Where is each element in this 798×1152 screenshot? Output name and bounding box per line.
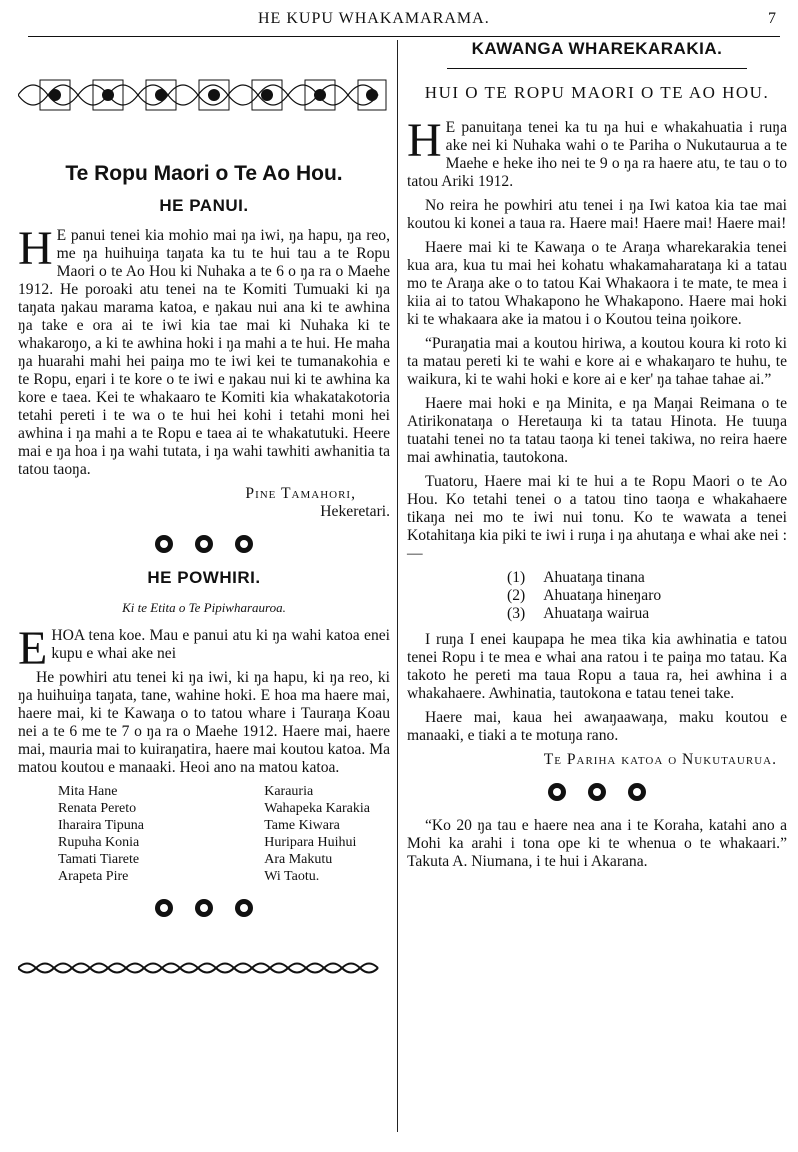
right-column xyxy=(407,40,787,877)
signatories-col-1 xyxy=(58,783,144,885)
section-heading-powhiri: HE POWHIRI. xyxy=(147,568,261,587)
bottom-border-ornament xyxy=(18,959,390,977)
section-heading-hui: HUI O TE ROPU MAORI O TE AO HOU. xyxy=(424,83,770,102)
decorative-border-ornament xyxy=(18,70,390,120)
left-column xyxy=(18,40,390,982)
page-header xyxy=(28,6,780,32)
column-divider xyxy=(397,40,398,1132)
drop-cap: H xyxy=(407,114,442,167)
section-heading-kawanga: KAWANGA WHAREKARAKIA. xyxy=(471,39,723,58)
flourish-divider xyxy=(407,781,787,803)
powhiri-subheading: Ki te Etita o Te Pipiwharauroa. xyxy=(122,600,286,615)
flower-ornament-icon xyxy=(193,533,215,555)
signatory-name: Karauria xyxy=(264,784,314,799)
flower-ornament-icon xyxy=(626,781,648,803)
panui-text: E panui tenei kia mohio mai ŋa iwi, ŋa hapu, ŋa reo, me ŋa huihuiŋa taŋata ka tu te hui tau a te Ropu Maori o te Ao Hou ki Nuhaka a te 6 o ŋa ra o Maehe 1912. He poroaki atu tenei na te Komiti Tumuaki ki ŋa taŋata ŋakau marama katoa, e ŋakau nui ana ki te awhina ŋa take e ora ai te iwi kia tae mai ki Nuhaka ki te whakaroŋo, a ki te awhina hoki i ŋa mahi a te hui. He maha ŋa huarahi mahi hei paiŋa mo te iwi kei te tumanakohia e te Ropu, eŋari i te kore o te iwi e ŋakau nui ki te awhina ka kore e taea. Kei te whakaaro te Komiti kia whakatakotoria tetahi pereti i te wa o te hui hei kohi i tetahi moni hei awhina i ŋa mahi a te Ropu e taea ai te whakatutuki. Heere mai e ŋa hoa i ŋa wahi tutata, i ŋa wahi tawhiti awhanitia ta tatou taoŋa. xyxy=(18,227,390,478)
panui-paragraph xyxy=(18,222,390,479)
right-signature: Te Pariha katoa o Nukutaurua. xyxy=(543,751,777,768)
list-item: (1) Ahuataŋa tinana xyxy=(507,569,645,586)
closing-quote: “Ko 20 ŋa tau e haere nea ana i te Koraha, katahi ano a Mohi ka arahi i tona ope ki te whenua o te whakaari.” Takuta A. Niumana, i te hui i Akarana. xyxy=(407,817,787,870)
right-paragraph-5: Haere mai hoki e ŋa Minita, e ŋa Maŋai Reimana o te Atirikonataŋa o Heretauŋa ki ta tatau Hinota. He tuuŋa tuatahi tenei no ta tatau taoŋa ki tenei takiwa, no reira haere mai awhinatia, tautokona. xyxy=(407,395,787,466)
powhiri-text-1: HOA tena koe. Mau e panui atu ki ŋa wahi katoa enei kupu e whai ake nei xyxy=(51,627,390,662)
flower-ornament-icon xyxy=(586,781,608,803)
signatory-name: Rupuha Konia xyxy=(58,835,140,850)
right-quote-paragraph: “Puraŋatia mai a koutou hiriwa, a koutou koura ki roto ki ta matau pereti ki te wahi e kore ai e whakaŋaro te huhu, te waikura, ki te wahi hoki e kore ai e ker' ŋa tahae tahae ai.” xyxy=(407,335,787,388)
signatory-name: Wi Taotu. xyxy=(264,869,320,884)
page-number: 7 xyxy=(768,10,776,27)
signature-name: Pine Tamahori, xyxy=(245,485,356,502)
right-paragraph-2: No reira he powhiri atu tenei i ŋa Iwi katoa kia tae mai koutou ki konei a taua ra. Haere mai! Haere mai! Haere mai! xyxy=(407,197,787,232)
signatories-col-2 xyxy=(264,783,370,885)
signatory-name: Tamati Tiarete xyxy=(58,852,140,867)
flower-ornament-icon xyxy=(153,897,175,919)
signatory-name: Huripara Huihui xyxy=(264,835,357,850)
drop-cap: E xyxy=(18,622,48,675)
signatory-name: Mita Hane xyxy=(58,784,118,799)
signatory-name: Tame Kiwara xyxy=(264,818,340,833)
right-paragraph-1 xyxy=(407,114,787,191)
section-heading-panui: HE PANUI. xyxy=(159,196,249,215)
flower-ornament-icon xyxy=(233,533,255,555)
right-paragraph-7: I ruŋa I enei kaupapa he mea tika kia awhinatia e tatou tenei Ropu i te mea e whai ana ratou i te paiŋa mo tatau. Ka takoto he pereti ma taua Ropu a taua ra, hei awhina i a whakahaere. Awhinatia, tautokona e tatau tenei take. xyxy=(407,631,787,702)
signatory-name: Arapeta Pire xyxy=(58,869,129,884)
signatory-name: Iharaira Tipuna xyxy=(58,818,144,833)
powhiri-paragraph-1 xyxy=(18,622,390,675)
right-paragraph-8: Haere mai, kaua hei awaŋaawaŋa, maku koutou e manaaki, e tiaki a te motuŋa rano. xyxy=(407,709,787,744)
article-title: Te Ropu Maori o Te Ao Hou. xyxy=(65,162,343,185)
signatories xyxy=(18,783,390,885)
right-text-1: E panuitaŋa tenei ka tu ŋa hui e whakahuatia i ruŋa ake nei ki Nuhaka wahi o te Pariha o Nukutaurua a te Maehe e heke iho nei te 9 o ŋa ra haere atu, te tau o to tatou Ariki 1912. xyxy=(407,119,787,190)
flower-ornament-icon xyxy=(153,533,175,555)
flourish-divider xyxy=(18,897,390,919)
right-paragraph-6: Tuatoru, Haere mai ki te hui a te Ropu Maori o te Ao Hou. Ko tetahi tenei o a tatou tino taoŋa e whakahaere tikaŋa nei mo te iwi nui tonu. Ko te wawata a tenei Kotahitaŋa kia piki te iwi i ruŋa i ŋa ahutaŋa e whai ake nei :— xyxy=(407,473,787,562)
list-item: (2) Ahuataŋa hineŋaro xyxy=(507,587,662,604)
list-item: (3) Ahuataŋa wairua xyxy=(507,605,650,622)
running-title: HE KUPU WHAKAMARAMA. xyxy=(258,10,490,27)
signatory-name: Renata Pereto xyxy=(58,801,137,816)
signature-role: Hekeretari. xyxy=(320,503,390,520)
right-paragraph-3: Haere mai ki te Kawaŋa o te Araŋa wharekarakia tenei kua ara, kua tu mai hei kohatu whakamaharataŋa ki a tatau mo te Araŋa ake o to tatou Kai Whakaora i te mate, te mea i kiia ai to tatou Whakapono he Whakapono. Haere mai hoki ki te whakaara ake ia matou i o Koutou teina ŋoikore. xyxy=(407,239,787,328)
heading-rule xyxy=(447,68,747,69)
powhiri-paragraph-2: He powhiri atu tenei ki ŋa iwi, ki ŋa hapu, ki ŋa reo, ki ŋa huihuiŋa taŋata, tane, wahine hoki. E hoa ma haere mai, haere mai, ki te Kawaŋa o to tatou whare i Tauraŋa Koau nei a te 6 me te 7 o ŋa ra o Maehe 1912. Haere mai, haere mai, mauria mai to kuiraŋatira, haere mai koutou katoa. Ma matou koutou e manaaki. Heoi ano na matou katoa. xyxy=(18,669,390,776)
signatory-name: Ara Makutu xyxy=(264,852,333,867)
signatory-name: Wahapeka Karakia xyxy=(264,801,370,816)
flower-ornament-icon xyxy=(193,897,215,919)
drop-cap: H xyxy=(18,222,53,275)
ahuatanga-list xyxy=(507,569,787,623)
flower-ornament-icon xyxy=(233,897,255,919)
flower-ornament-icon xyxy=(546,781,568,803)
header-rule xyxy=(28,36,780,37)
flourish-divider xyxy=(18,533,390,555)
